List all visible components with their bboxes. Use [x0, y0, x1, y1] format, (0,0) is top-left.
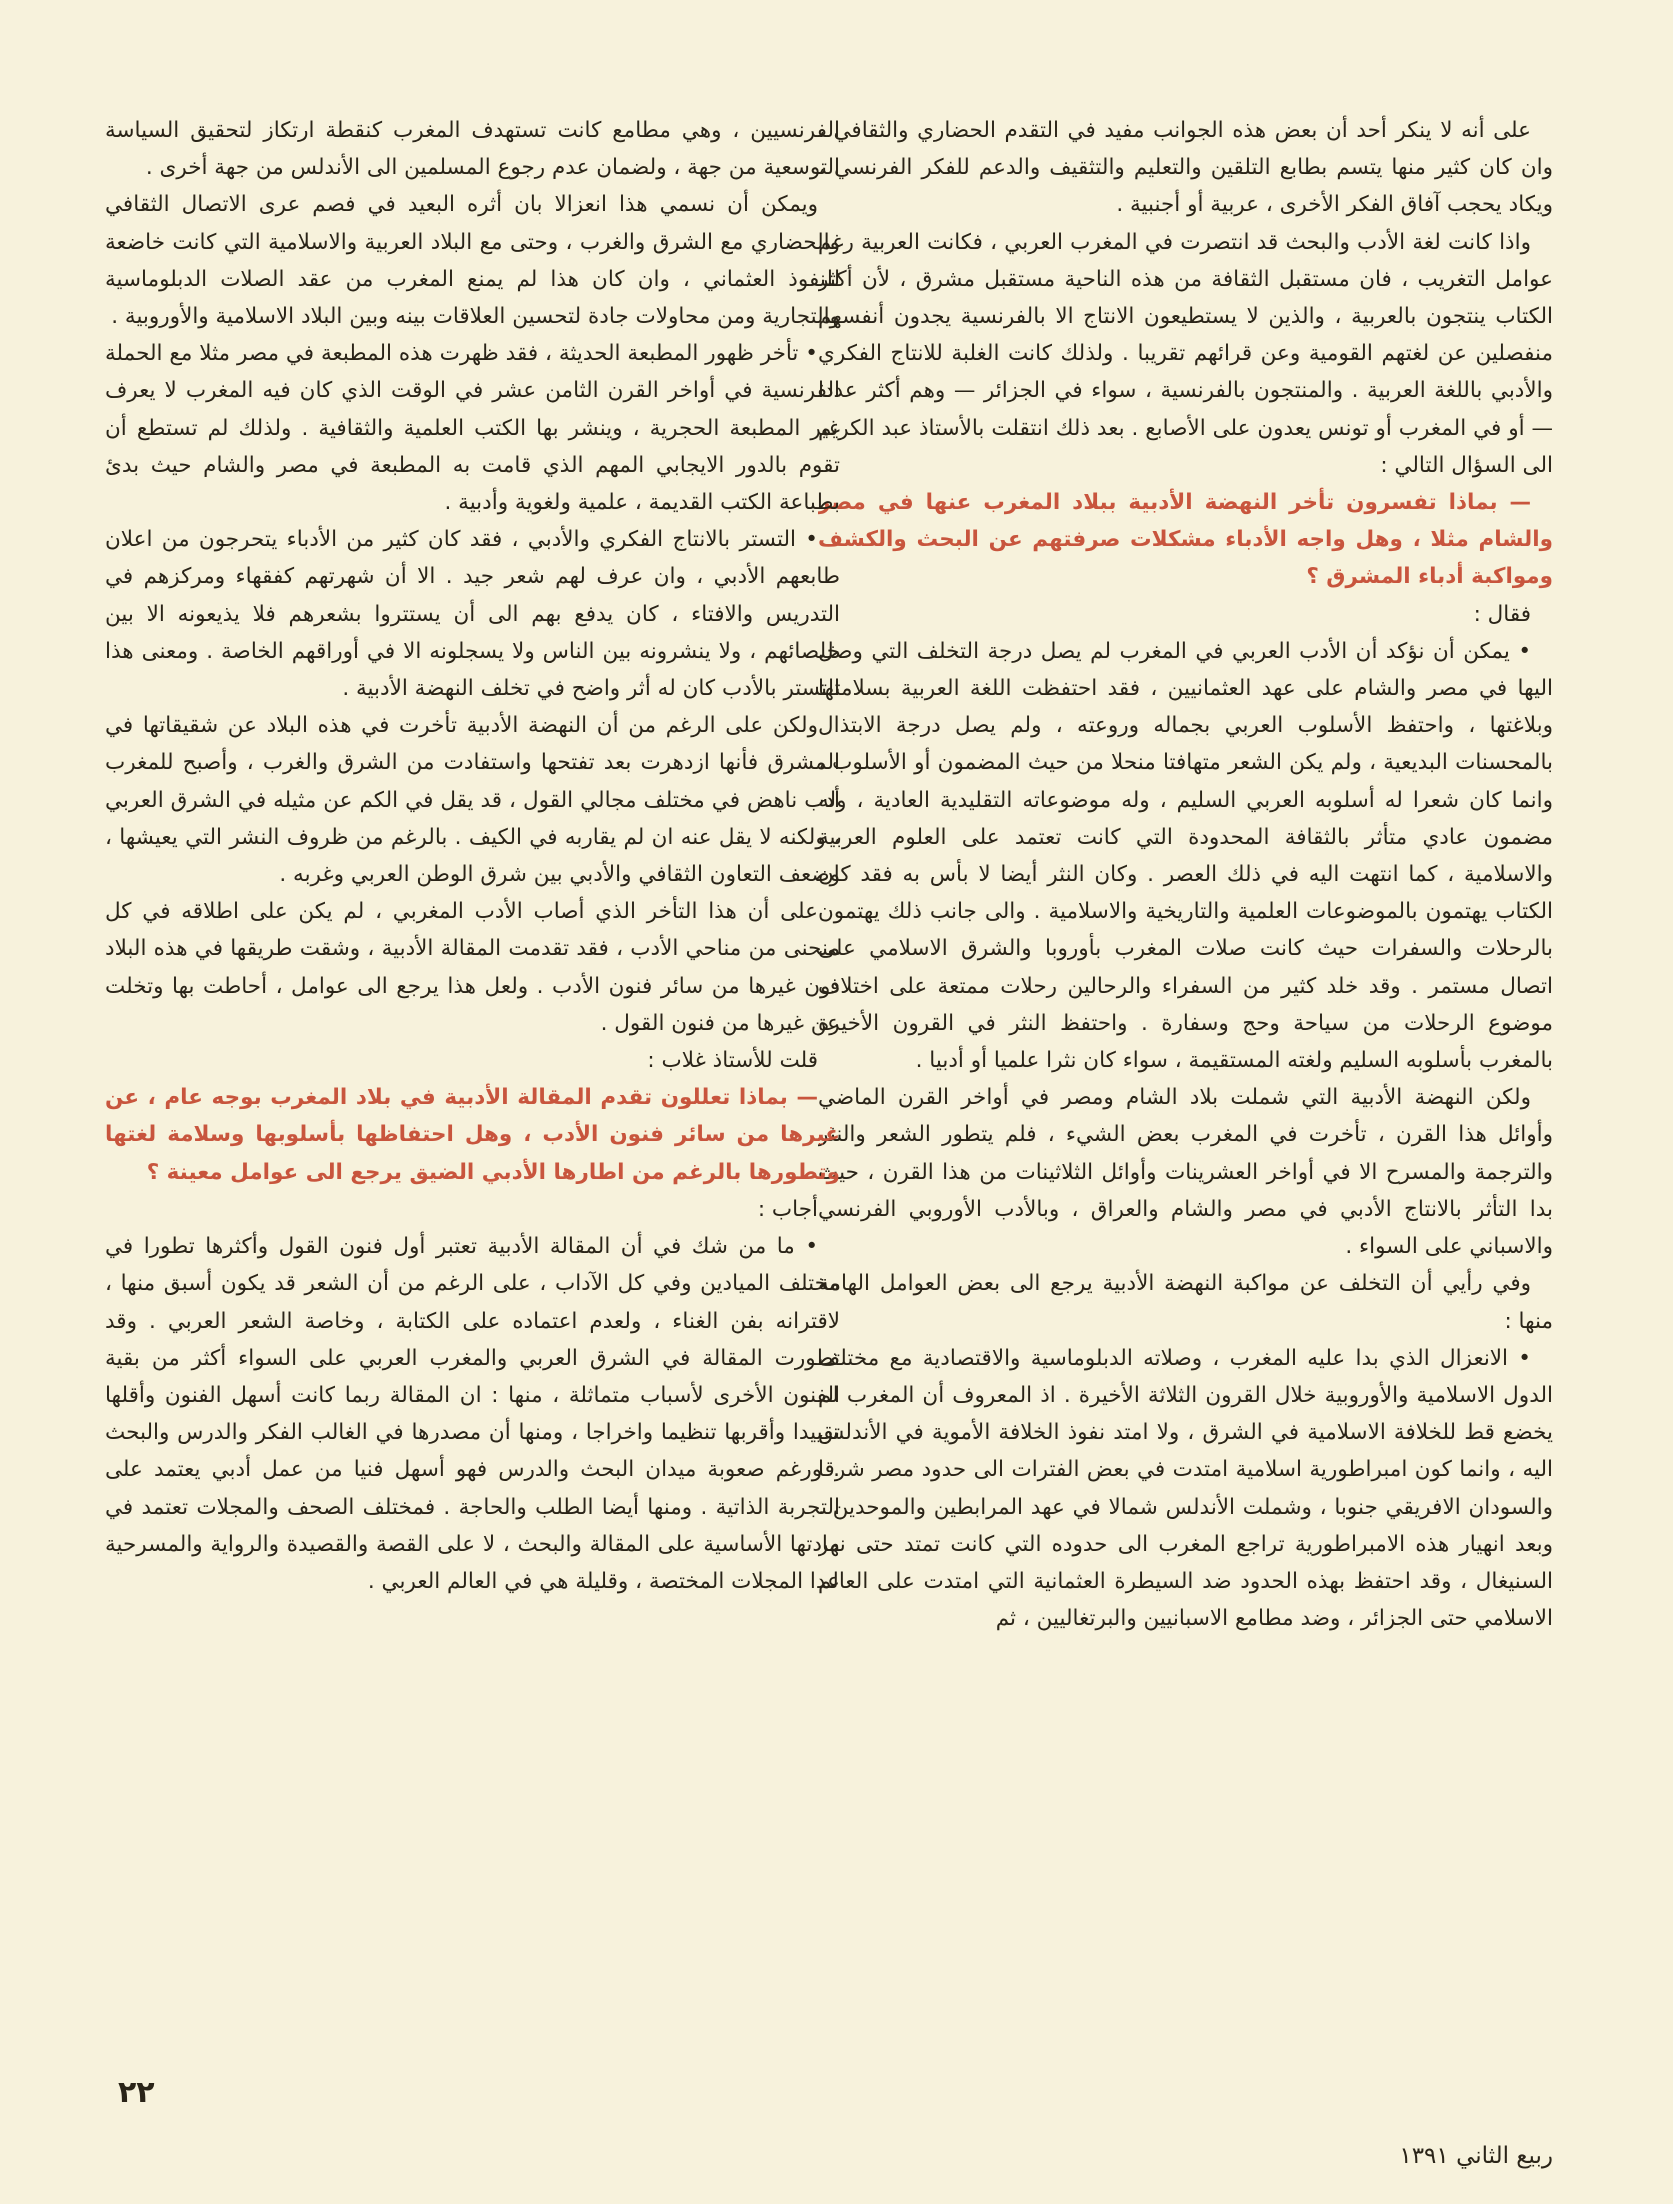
left-text-column: [105, 112, 840, 2072]
paragraph: أجاب :: [757, 1196, 818, 1222]
paragraph: على أنه لا ينكر أحد أن بعض هذه الجوانب مفيد في التقدم الحضاري والثقافي ، وان كان كثير منها يتسم بطابع التلقين والتعليم والتثقيف والدعم للفكر الفرنسي ، ويكاد يحجب آفاق الفكر الأخرى ، عربية أو أجنبية .: [818, 118, 1553, 218]
paragraph: وفي رأيي أن التخلف عن مواكبة النهضة الأدبية يرجع الى بعض العوامل الهامة منها :: [818, 1271, 1553, 1334]
paragraph: • ما من شك في أن المقالة الأدبية تعتبر أول فنون القول وأكثرها تطورا في مختلف الميادين وفي كل الآداب ، على الرغم من أن الشعر قد يكون أسبق منها ، لاقترانه بفن الغناء ، ولعدم اعتماده على الكتابة ، وخاصة الشعر العربي . وقد تطورت المقالة في الشرق العربي والمغرب العربي على السواء أكثر من بقية الفنون الأخرى لأسباب متماثلة ، منها : ان المقالة ربما كانت أسهل الفنون وأقلها تقييدا وأقربها تنظيما واخراجا ، ومنها أن مصدرها في الغالب الفكر والدرس والبحث . ورغم صعوبة ميدان البحث والدرس فهو أسهل فنيا من عمل أدبي يعتمد على التجربة الذاتية . ومنها أيضا الطلب والحاجة . فمختلف الصحف والمجلات تعتمد في مادتها الأساسية على المقالة والبحث ، لا على القصة والقصيدة والرواية والمسرحية عدا المجلات المختصة ، وقليلة هي في العالم العربي .: [105, 1234, 840, 1594]
interview-question: — بماذا تعللون تقدم المقالة الأدبية في بلاد المغرب بوجه عام ، عن غيرها من سائر فنون الأدب ، وهل احتفاظها بأسلوبها وسلامة لغتها وتطورها بالرغم من اطارها الأدبي الضيق يرجع الى عوامل معينة ؟: [105, 1085, 840, 1185]
paragraph: ولكن على الرغم من أن النهضة الأدبية تأخرت في هذه البلاد عن شقيقاتها في المشرق فأنها ازدهرت بعد تفتحها واستفادت من الشرق والغرب ، وأصبح للمغرب أدب ناهض في مختلف مجالي القول ، قد يقل في الكم عن مثيله في الشرق العربي ، ولكنه لا يقل عنه ان لم يقاربه في الكيف . بالرغم من ظروف النشر التي يعيشها ، وضعف التعاون الثقافي والأدبي بين شرق الوطن العربي وغربه .: [105, 713, 840, 888]
paragraph: • الانعزال الذي بدا عليه المغرب ، وصلاته الدبلوماسية والاقتصادية مع مختلف الدول الاسلامية والأوروبية خلال القرون الثلاثة الأخيرة . اذ المعروف أن المغرب لم يخضع قط للخلافة الاسلامية في الشرق ، ولا امتد نفوذ الخلافة الأموية في الأندلس اليه ، وانما كون امبراطورية اسلامية امتدت في بعض الفترات الى حدود مصر شرقا والسودان الافريقي جنوبا ، وشملت الأندلس شمالا في عهد المرابطين والموحدين . وبعد انهيار هذه الامبراطورية تراجع المغرب الى حدوده التي كانت تمتد حتى نهر السنيغال ، وقد احتفظ بهذه الحدود ضد السيطرة العثمانية التي امتدت على العالم الاسلامي حتى الجزائر ، وضد مطامع الاسبانيين والبرتغاليين ، ثم: [818, 1345, 1553, 1632]
issue-date: ربيع الثاني ١٣٩١: [1399, 2143, 1553, 2169]
paragraph: • يمكن أن نؤكد أن الأدب العربي في المغرب لم يصل درجة التخلف التي وصل اليها في مصر والشام على عهد العثمانيين ، فقد احتفظت اللغة العربية بسلامتها وبلاغتها ، واحتفظ الأسلوب العربي بجماله وروعته ، ولم يصل درجة الابتذال بالمحسنات البديعية ، ولم يكن الشعر متهافتا منحلا من حيث المضمون أو الأسلوب ، وانما كان شعرا له أسلوبه العربي السليم ، وله موضوعاته التقليدية العادية ، وله مضمون عادي متأثر بالثقافة المحدودة التي كانت تعتمد على العلوم العربية والاسلامية ، كما انتهت اليه في ذلك العصر . وكان النثر أيضا لا بأس به فقد كان الكتاب يهتمون بالموضوعات العلمية والتاريخية والاسلامية . والى جانب ذلك يهتمون بالرحلات والسفرات حيث كانت صلات المغرب بأوروبا والشرق الاسلامي على اتصال مستمر . وقد خلد كثير من السفراء والرحالين رحلات ممتعة على اختلاف موضوع الرحلات من سياحة وحج وسفارة . واحتفظ النثر في القرون الأخيرة بالمغرب بأسلوبه السليم ولغته المستقيمة ، سواء كان نثرا علميا أو أدبيا .: [818, 638, 1553, 1074]
paragraph: واذا كانت لغة الأدب والبحث قد انتصرت في المغرب العربي ، فكانت العربية رغم عوامل التغريب ، فان مستقبل الثقافة من هذه الناحية مستقبل مشرق ، لأن أكثر الكتاب ينتجون بالعربية ، والذين لا يستطيعون الانتاج الا بالفرنسية يجدون أنفسهم منفصلين عن لغتهم القومية وعن قرائهم تقريبا . ولذلك كانت الغلبة للانتاج الفكري والأدبي باللغة العربية . والمنتجون بالفرنسية ، سواء في الجزائر — وهم أكثر عددا — أو في المغرب أو تونس يعدون على الأصابع . بعد ذلك انتقلت بالأستاذ عبد الكريم الى السؤال التالي :: [818, 229, 1553, 478]
paragraph: ولكن النهضة الأدبية التي شملت بلاد الشام ومصر في أواخر القرن الماضي وأوائل هذا القرن ، تأخرت في المغرب بعض الشيء ، فلم يتطور الشعر والنثر والترجمة والمسرح الا في أواخر العشرينات وأوائل الثلاثينات من هذا القرن ، حيث بدا التأثر بالانتاج الأدبي في مصر والشام والعراق ، وبالأدب الأوروبي الفرنسي والاسباني على السواء .: [818, 1085, 1553, 1260]
interview-question: — بماذا تفسرون تأخر النهضة الأدبية ببلاد المغرب عنها في مصر والشام مثلا ، وهل واجه الأدباء مشكلات صرفتهم عن البحث والكشف ومواكبة أدباء المشرق ؟: [818, 490, 1553, 590]
paragraph: ويمكن أن نسمي هذا انعزالا بان أثره البعيد في فصم عرى الاتصال الثقافي والحضاري مع الشرق والغرب ، وحتى مع البلاد العربية والاسلامية التي كانت خاضعة للنفوذ العثماني ، وان كان هذا لم يمنع المغرب من عقد الصلات الدبلوماسية والتجارية ومن محاولات جادة لتحسين العلاقات بينه وبين البلاد الاسلامية والأوروبية .: [105, 192, 840, 330]
paragraph: قلت للأستاذ غلاب :: [647, 1048, 818, 1074]
right-text-column: [818, 112, 1553, 2072]
paragraph: • التستر بالانتاج الفكري والأدبي ، فقد كان كثير من الأدباء يتحرجون من اعلان طابعهم الأدبي ، وان عرف لهم شعر جيد . الا أن شهرتهم كفقهاء ومركزهم في التدريس والافتاء ، كان يدفع بهم الى أن يستتروا بشعرهم فلا يذيعونه الا بين خلصائهم ، ولا ينشرونه بين الناس ولا يسجلونه الا في أوراقهم الخاصة . ومعنى هذا التستر بالأدب كان له أثر واضح في تخلف النهضة الأدبية .: [105, 527, 840, 702]
page-number: ٢٢: [118, 2075, 155, 2110]
paragraph: الفرنسيين ، وهي مطامع كانت تستهدف المغرب كنقطة ارتكاز لتحقيق السياسة التوسعية من جهة ، ولضمان عدم رجوع المسلمين الى الأندلس من جهة أخرى .: [105, 118, 840, 181]
paragraph: • تأخر ظهور المطبعة الحديثة ، فقد ظهرت هذه المطبعة في مصر مثلا مع الحملة الفرنسية في أواخر القرن الثامن عشر في الوقت الذي كان فيه المغرب لا يعرف غير المطبعة الحجرية ، وينشر بها الكتب العلمية والثقافية . ولذلك لم تستطع أن تقوم بالدور الايجابي المهم الذي قامت به المطبعة في مصر والشام حيث بدئ بطباعة الكتب القديمة ، علمية ولغوية وأدبية .: [105, 341, 840, 516]
paragraph: على أن هذا التأخر الذي أصاب الأدب المغربي ، لم يكن على اطلاقه في كل منحنى من مناحي الأدب ، فقد تقدمت المقالة الأدبية ، وشقت طريقها في هذه البلاد دون غيرها من سائر فنون الأدب . ولعل هذا يرجع الى عوامل ، أحاطت بها وتخلت عن غيرها من فنون القول .: [105, 899, 840, 1036]
paragraph: فقال :: [1473, 601, 1531, 627]
